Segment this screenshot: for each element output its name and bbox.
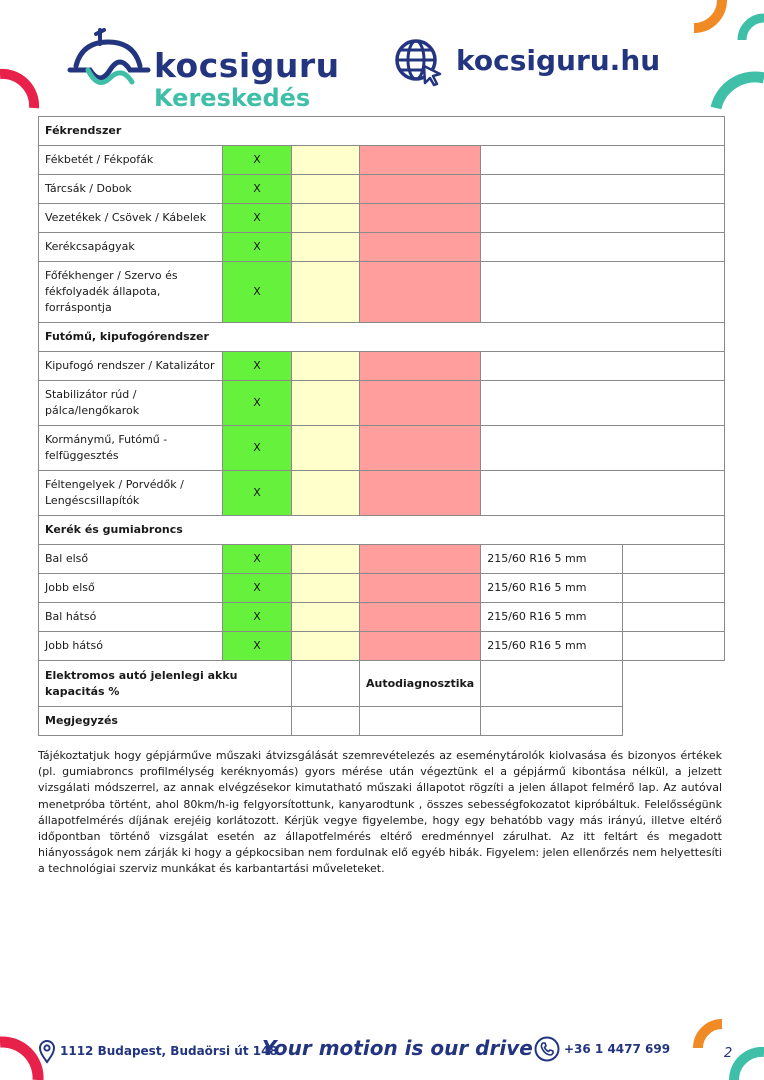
tire-spec-cell: 215/60 R16 5 mm (481, 545, 623, 574)
globe-cursor-icon (394, 38, 444, 88)
status-warn-cell (292, 233, 360, 262)
disclaimer-text: Tájékoztatjuk hogy gépjárműve műszaki átvizsgálását szemrevételezés az eseménytárolók kiolvasása és bizonyos értékek (pl. gumiabroncs profilmélység keréknyomás) gyors mérése után végeztünk el a gépjármű kibontása nélkül, a jelzett vizsgálati módszerrel, az annak elvégzésekor kimutatható műszaki állapotot rögzíti a jelen állapot felmérő lap. Az autóval menetpróba történt, ahol 80km/h-ig felgyorsítottunk, kanyarodtunk , összes sebességfokozatot kipróbáltuk. Felelősségünk állapotfelmérés díjának erejéig korlátozott. Kérjük vegye figyelembe, hogy egy behatóbb vagy más irányú, illetve eltérő időpontban történő vizsgálat esetén az állapotfelmérés eltérő eredménnyel zárulhat. Az itt feltárt és megadott hiányosságok nem zárják ki hogy a gépkocsiban nem fordulnak elő egyéb hibák. Figyelem: jelen ellenőrzés nem helyettesíti a technológiai szerviz munkákat és karbantartási műveleteket. (38, 749, 722, 876)
tire-spec-cell: 215/60 R16 5 mm (481, 574, 623, 603)
status-warn-cell (292, 632, 360, 661)
notes-value-cell (360, 707, 481, 736)
table-row (39, 352, 725, 381)
table-row (39, 632, 725, 661)
status-warn-cell (292, 204, 360, 233)
section-header (39, 117, 725, 146)
row-label: Vezetékek / Csövek / Kábelek (39, 204, 223, 233)
table-row (39, 471, 725, 516)
note-cell (481, 262, 725, 323)
row-label: Bal első (39, 545, 223, 574)
status-bad-cell (360, 175, 481, 204)
website-logo (394, 38, 694, 88)
table-row (39, 545, 725, 574)
table-row (39, 603, 725, 632)
table-row (39, 204, 725, 233)
notes-value-cell (292, 707, 360, 736)
status-ok-cell: X (223, 632, 292, 661)
row-label: Jobb hátsó (39, 632, 223, 661)
footer-slogan: Your motion is our drive (262, 1036, 533, 1060)
status-ok-cell: X (223, 545, 292, 574)
status-warn-cell (292, 603, 360, 632)
section-title: Futómű, kipufogórendszer (39, 323, 725, 352)
brand-logo (66, 26, 346, 112)
status-warn-cell (292, 574, 360, 603)
table-row-battery (39, 661, 725, 707)
table-row (39, 381, 725, 426)
tire-spec-cell: 215/60 R16 5 mm (481, 632, 623, 661)
phone-icon (534, 1036, 560, 1062)
status-ok-cell: X (223, 381, 292, 426)
note-cell (481, 381, 725, 426)
status-bad-cell (360, 574, 481, 603)
status-ok-cell: X (223, 426, 292, 471)
row-label: Főfékhenger / Szervo és fékfolyadék állapota, forráspontja (39, 262, 223, 323)
note-cell (623, 574, 725, 603)
location-pin-icon (38, 1040, 56, 1064)
status-bad-cell (360, 426, 481, 471)
status-bad-cell (360, 204, 481, 233)
status-ok-cell: X (223, 471, 292, 516)
page-number: 2 (724, 1046, 733, 1061)
inspection-table (38, 116, 725, 736)
row-label: Fékbetét / Fékpofák (39, 146, 223, 175)
brand-name: kocsiguru (154, 46, 340, 85)
logo-mark-icon (66, 26, 152, 92)
row-label: Tárcsák / Dobok (39, 175, 223, 204)
note-cell (623, 545, 725, 574)
note-cell (481, 204, 725, 233)
phone-text: +36 1 4477 699 (564, 1042, 671, 1056)
status-ok-cell: X (223, 204, 292, 233)
notes-label: Megjegyzés (39, 707, 292, 736)
autodiagnostics-value (481, 661, 623, 707)
autodiagnostics-label: Autodiagnosztika (360, 661, 481, 707)
section-title: Fékrendszer (39, 117, 725, 146)
status-bad-cell (360, 471, 481, 516)
website-name: kocsiguru.hu (456, 44, 661, 77)
status-ok-cell: X (223, 574, 292, 603)
status-bad-cell (360, 262, 481, 323)
status-bad-cell (360, 632, 481, 661)
address-text: 1112 Budapest, Budaörsi út 148. (60, 1044, 283, 1058)
table-row (39, 175, 725, 204)
tire-spec-cell: 215/60 R16 5 mm (481, 603, 623, 632)
status-ok-cell: X (223, 175, 292, 204)
table-row (39, 233, 725, 262)
note-cell (623, 632, 725, 661)
status-bad-cell (360, 352, 481, 381)
row-label: Stabilizátor rúd / pálca/lengőkarok (39, 381, 223, 426)
note-cell (481, 233, 725, 262)
status-bad-cell (360, 545, 481, 574)
table-row (39, 262, 725, 323)
corner-decoration-top-left (0, 66, 44, 116)
row-label: Kipufogó rendszer / Katalizátor (39, 352, 223, 381)
section-header (39, 323, 725, 352)
section-title: Kerék és gumiabroncs (39, 516, 725, 545)
table-row-notes (39, 707, 725, 736)
section-header (39, 516, 725, 545)
row-label: Féltengelyek / Porvédők / Lengéscsillapítók (39, 471, 223, 516)
status-bad-cell (360, 146, 481, 175)
status-ok-cell: X (223, 146, 292, 175)
status-ok-cell: X (223, 233, 292, 262)
table-row (39, 574, 725, 603)
table-row (39, 426, 725, 471)
status-warn-cell (292, 175, 360, 204)
status-warn-cell (292, 426, 360, 471)
note-cell (481, 471, 725, 516)
note-cell (481, 352, 725, 381)
battery-capacity-label: Elektromos autó jelenlegi akku kapacitás % (39, 661, 292, 707)
brand-subtitle: Kereskedés (154, 84, 311, 112)
notes-value-cell (481, 707, 623, 736)
note-cell (481, 426, 725, 471)
status-warn-cell (292, 471, 360, 516)
row-label: Kerékcsapágyak (39, 233, 223, 262)
status-bad-cell (360, 381, 481, 426)
status-bad-cell (360, 233, 481, 262)
note-cell (623, 603, 725, 632)
battery-capacity-value (292, 661, 360, 707)
row-label: Kormánymű, Futómű - felfüggesztés (39, 426, 223, 471)
status-ok-cell: X (223, 603, 292, 632)
status-warn-cell (292, 352, 360, 381)
status-ok-cell: X (223, 352, 292, 381)
row-label: Bal hátsó (39, 603, 223, 632)
status-bad-cell (360, 603, 481, 632)
row-label: Jobb első (39, 574, 223, 603)
status-warn-cell (292, 381, 360, 426)
status-warn-cell (292, 545, 360, 574)
table-row (39, 146, 725, 175)
note-cell (481, 175, 725, 204)
note-cell (481, 146, 725, 175)
status-warn-cell (292, 262, 360, 323)
status-warn-cell (292, 146, 360, 175)
status-ok-cell: X (223, 262, 292, 323)
